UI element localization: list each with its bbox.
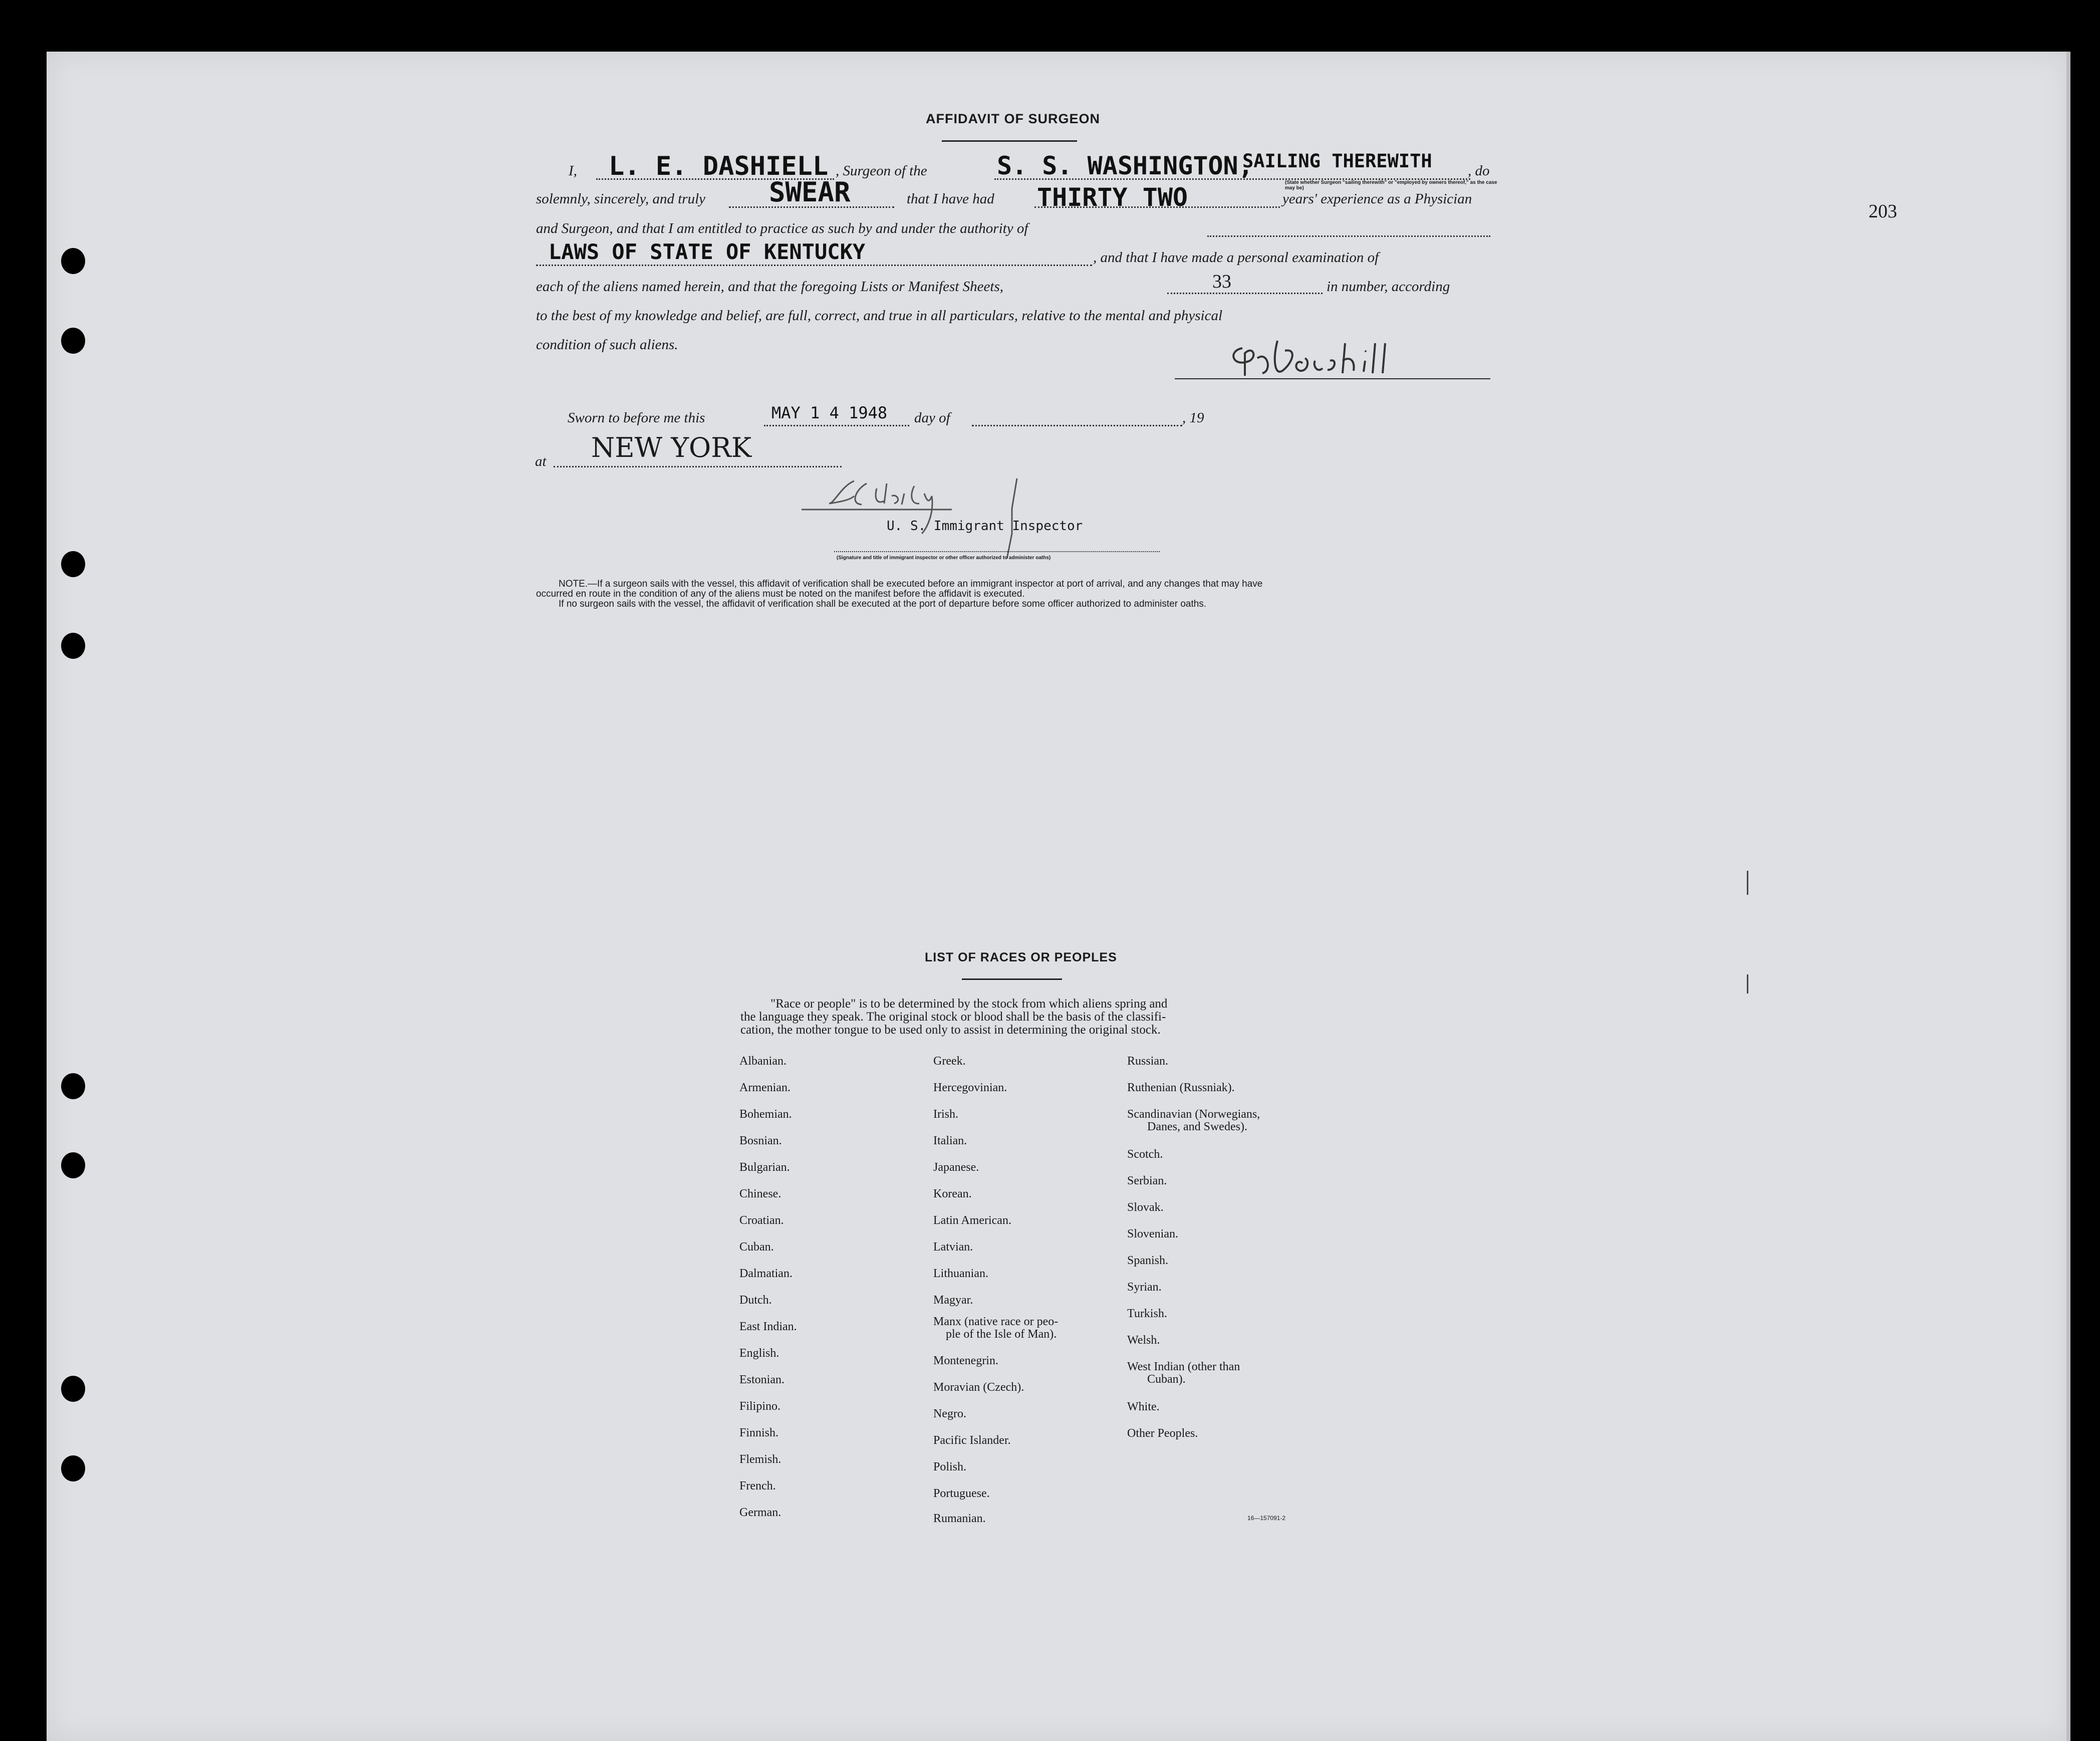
signature-caption: (Signature and title of immigrant inspector or other officer authorized to administer oaths) — [837, 555, 1051, 561]
inspector-title: U. S. Immigrant Inspector — [887, 519, 1083, 534]
document-page — [47, 52, 2070, 1741]
line1-end: , do — [1468, 163, 1490, 179]
race-entry: Latin American. — [933, 1214, 1011, 1227]
line6: to the best of my knowledge and belief, are full, correct, and true in all particulars, relative to the mental and physical — [536, 308, 1223, 324]
stray-mark — [1747, 974, 1748, 993]
punch-hole — [61, 551, 85, 577]
race-entry: Croatian. — [739, 1214, 784, 1227]
race-entry: German. — [739, 1506, 781, 1519]
page-edge — [2066, 52, 2070, 1741]
line1-pre: I, — [569, 163, 577, 179]
punch-hole — [61, 248, 85, 274]
sailing-hint: (State whether Surgeon "sailing therewith" or "employed by owners thereof," as the case may be) — [1285, 180, 1497, 191]
race-entry: Cuban). — [1147, 1373, 1186, 1386]
races-intro-3: cation, the mother tongue to be used only to assist in determining the original stock. — [740, 1023, 1161, 1037]
race-entry: Pacific Islander. — [933, 1434, 1011, 1447]
race-entry: Latvian. — [933, 1240, 973, 1254]
punch-hole — [61, 328, 85, 354]
race-entry: Armenian. — [739, 1081, 791, 1094]
race-entry: Finnish. — [739, 1426, 779, 1439]
race-entry: Japanese. — [933, 1161, 979, 1174]
race-entry: Bohemian. — [739, 1108, 792, 1121]
race-entry: Bulgarian. — [739, 1161, 790, 1174]
line3-fill — [1207, 235, 1490, 237]
race-entry: Negro. — [933, 1407, 966, 1420]
race-entry: Danes, and Swedes). — [1147, 1120, 1247, 1133]
race-entry: Albanian. — [739, 1055, 786, 1068]
vessel-name: S. S. WASHINGTON, — [997, 151, 1253, 180]
swear-line — [729, 206, 894, 208]
note-line-1: NOTE.—If a surgeon sails with the vessel, this affidavit of verification shall be executed before an immigrant inspector at port of arrival, and any changes that may have — [559, 579, 1263, 589]
sworn-year: , 19 — [1182, 410, 1204, 426]
races-title-rule — [962, 978, 1062, 980]
line2-pre: solemnly, sincerely, and truly — [536, 191, 706, 207]
race-entry: Montenegrin. — [933, 1354, 998, 1367]
race-entry: Bosnian. — [739, 1134, 782, 1147]
sworn-label: Sworn to before me this — [568, 410, 705, 426]
oath-word: SWEAR — [769, 176, 851, 208]
race-entry: Ruthenian (Russniak). — [1127, 1081, 1235, 1094]
races-intro-2: the language they speak. The original stock or blood shall be the basis of the classifi- — [740, 1010, 1166, 1024]
race-entry: Greek. — [933, 1055, 966, 1068]
line3: and Surgeon, and that I am entitled to practice as such by and under the authority of — [536, 220, 1028, 236]
race-entry: English. — [739, 1347, 779, 1360]
race-entry: Other Peoples. — [1127, 1427, 1198, 1440]
place: NEW YORK — [591, 432, 752, 463]
sworn-date-line — [764, 425, 909, 426]
line7: condition of such aliens. — [536, 337, 678, 353]
races-intro-1: "Race or people" is to be determined by the stock from which aliens spring and — [770, 997, 1168, 1011]
race-entry: Korean. — [933, 1187, 972, 1200]
line5-end: in number, according — [1327, 279, 1450, 295]
race-entry: East Indian. — [739, 1320, 797, 1333]
race-entry: Chinese. — [739, 1187, 781, 1200]
race-entry: Flemish. — [739, 1453, 781, 1466]
race-entry: Serbian. — [1127, 1174, 1167, 1187]
line1-mid: , Surgeon of the — [836, 163, 927, 179]
form-code: 16—157091-2 — [1247, 1515, 1286, 1522]
punch-hole — [61, 1073, 85, 1099]
race-entry: Moravian (Czech). — [933, 1381, 1024, 1394]
note-line-3: If no surgeon sails with the vessel, the affidavit of verification shall be executed at the port of departure before some officer authorized to administer oaths. — [559, 599, 1207, 609]
years-line — [1034, 206, 1280, 208]
affidavit-title: AFFIDAVIT OF SURGEON — [926, 111, 1100, 126]
years-experience: THIRTY TWO — [1037, 183, 1188, 212]
race-entry: West Indian (other than — [1127, 1360, 1240, 1373]
race-entry: ple of the Isle of Man). — [946, 1328, 1057, 1341]
punch-hole — [61, 1152, 85, 1178]
authority: LAWS OF STATE OF KENTUCKY — [549, 239, 866, 264]
race-entry: Slovenian. — [1127, 1227, 1178, 1240]
race-entry: Syrian. — [1127, 1281, 1162, 1294]
sheet-count: 33 — [1212, 271, 1231, 292]
title-rule — [942, 140, 1077, 142]
race-entry: White. — [1127, 1400, 1160, 1413]
race-entry: Spanish. — [1127, 1254, 1169, 1267]
races-title: LIST OF RACES OR PEOPLES — [925, 950, 1117, 964]
line4-end: , and that I have made a personal examination of — [1093, 250, 1379, 266]
race-entry: Polish. — [933, 1460, 967, 1473]
race-entry: Filipino. — [739, 1400, 781, 1413]
race-entry: Russian. — [1127, 1055, 1169, 1068]
place-line — [554, 466, 842, 467]
at-label: at — [535, 453, 547, 469]
punch-hole — [61, 1455, 85, 1481]
race-entry: Welsh. — [1127, 1334, 1160, 1347]
race-entry: Scotch. — [1127, 1148, 1163, 1161]
race-entry: Italian. — [933, 1134, 967, 1147]
stray-mark — [1747, 871, 1748, 895]
page-number: 203 — [1869, 201, 1897, 222]
race-entry: Magyar. — [933, 1294, 973, 1307]
race-entry: Manx (native race or peo- — [933, 1315, 1059, 1328]
race-entry: French. — [739, 1479, 776, 1493]
punch-hole — [61, 1376, 85, 1402]
race-entry: Estonian. — [739, 1373, 784, 1386]
race-entry: Lithuanian. — [933, 1267, 988, 1280]
line5-pre: each of the aliens named herein, and that the foregoing Lists or Manifest Sheets, — [536, 279, 1003, 295]
punch-hole — [61, 633, 85, 659]
race-entry: Slovak. — [1127, 1201, 1164, 1214]
note-line-2: occurred en route in the condition of any of the aliens must be noted on the manifest before the affidavit is executed. — [536, 589, 1025, 599]
race-entry: Scandinavian (Norwegians, — [1127, 1108, 1260, 1121]
authority-line — [536, 265, 1092, 266]
race-entry: Hercegovinian. — [933, 1081, 1007, 1094]
race-entry: Irish. — [933, 1108, 958, 1121]
race-entry: Dalmatian. — [739, 1267, 793, 1280]
race-entry: Portuguese. — [933, 1487, 990, 1500]
surgeon-signature — [1222, 331, 1468, 386]
sworn-month-line — [972, 425, 1182, 426]
surgeon-name: L. E. DASHIELL — [609, 151, 829, 181]
sheets-line — [1167, 293, 1323, 294]
line2-mid: that I have had — [907, 191, 994, 207]
sailing-status: SAILING THEREWITH — [1242, 150, 1432, 172]
sworn-day-label: day of — [914, 410, 950, 426]
race-entry: Cuban. — [739, 1240, 774, 1254]
race-entry: Turkish. — [1127, 1307, 1167, 1320]
line2-end: years' experience as a Physician — [1282, 191, 1472, 207]
sworn-date-stamp: MAY 1 4 1948 — [771, 403, 888, 422]
race-entry: Dutch. — [739, 1294, 772, 1307]
inspector-line — [834, 551, 1160, 552]
race-entry: Rumanian. — [933, 1512, 986, 1525]
surgeon-signature-line — [1175, 378, 1490, 379]
